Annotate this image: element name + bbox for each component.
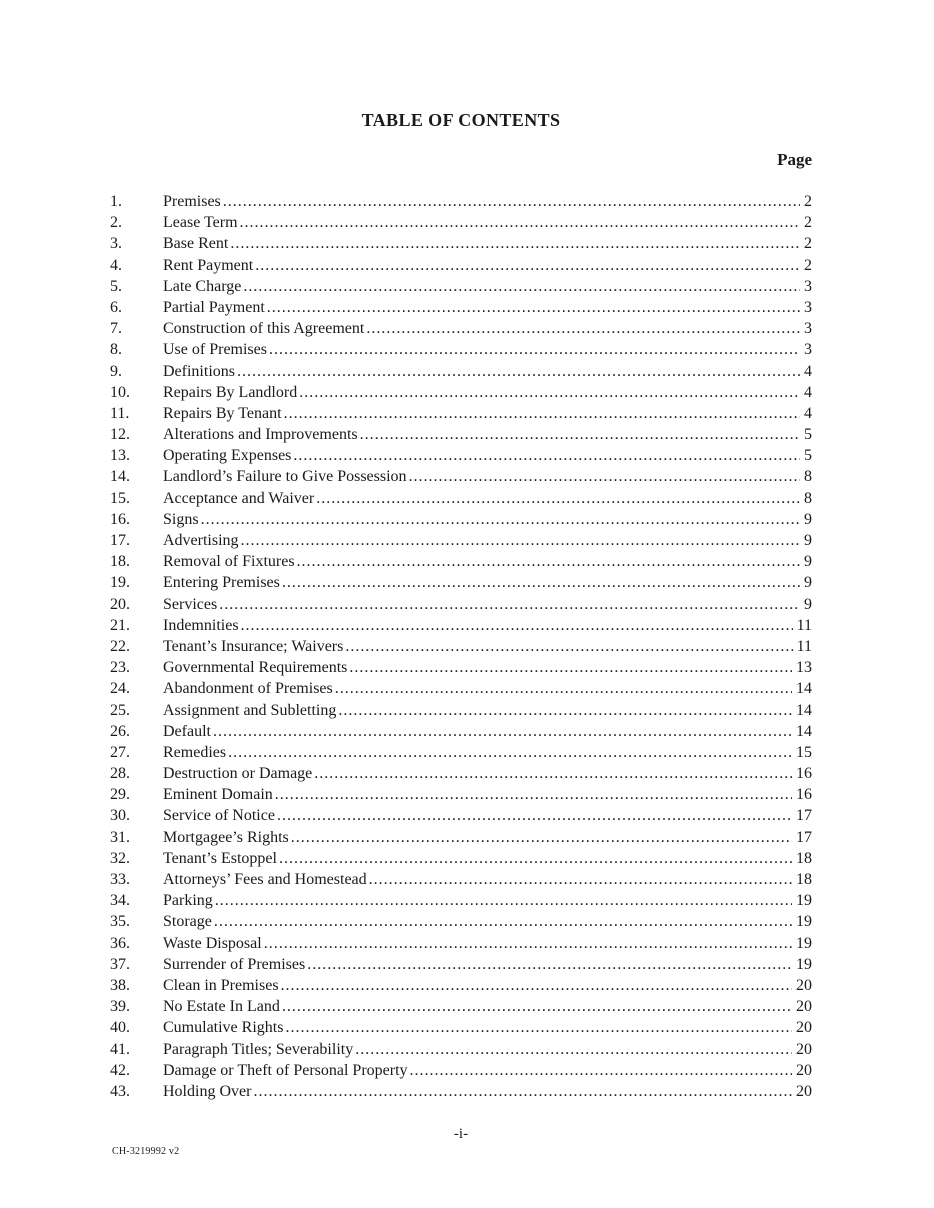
toc-entry-number: 25.	[110, 701, 130, 719]
toc-entry-page: 16	[796, 786, 812, 804]
toc-entry-title: Partial Payment	[163, 298, 265, 316]
toc-entry-number: 33.	[110, 871, 130, 888]
toc-entry	[110, 678, 812, 699]
toc-entry-number: 15.	[110, 489, 130, 507]
toc-entry-title: Clean in Premises	[163, 976, 279, 994]
toc-entry-number: 38.	[110, 976, 130, 994]
toc-dot-leader	[349, 657, 792, 678]
toc-entry-number: 28.	[110, 765, 130, 783]
toc-entry-number: 24.	[110, 680, 130, 698]
toc-dot-leader	[255, 255, 800, 276]
toc-entry	[110, 509, 812, 530]
toc-dot-leader	[275, 784, 792, 805]
toc-entry	[110, 191, 812, 212]
toc-dot-leader	[201, 509, 800, 530]
toc-entry-title: Tenant’s Estoppel	[163, 849, 277, 867]
toc-dot-leader	[243, 276, 800, 297]
toc-entry	[110, 615, 812, 636]
toc-entry-title: Abandonment of Premises	[163, 680, 333, 698]
toc-entry-page: 3	[804, 298, 812, 316]
toc-entry-number: 30.	[110, 807, 130, 825]
toc-entry-number: 12.	[110, 426, 130, 444]
toc-dot-leader	[223, 191, 800, 212]
toc-entry	[110, 996, 812, 1017]
toc-entry	[110, 954, 812, 975]
toc-entry	[110, 636, 812, 657]
toc-entry-page: 2	[804, 235, 812, 253]
toc-entry	[110, 276, 812, 297]
toc-entry-title: Base Rent	[163, 235, 229, 253]
toc-entry	[110, 551, 812, 572]
toc-dot-leader	[307, 954, 792, 975]
toc-entry-number: 13.	[110, 447, 130, 465]
toc-entry-page: 9	[804, 595, 812, 613]
toc-entry-page: 16	[796, 765, 812, 783]
toc-entry-page: 20	[796, 1082, 812, 1100]
toc-dot-leader	[267, 297, 800, 318]
toc-entry-title: Cumulative Rights	[163, 1019, 284, 1037]
toc-entry-page: 19	[796, 913, 812, 931]
toc-entry-title: No Estate In Land	[163, 998, 280, 1016]
toc-entry	[110, 466, 812, 487]
toc-entry-number: 31.	[110, 828, 130, 846]
toc-entry	[110, 827, 812, 848]
toc-entry-page: 4	[804, 404, 812, 422]
toc-entry-page: 9	[804, 574, 812, 592]
toc-dot-leader	[316, 488, 800, 509]
toc-entry	[110, 255, 812, 276]
toc-dot-leader	[213, 721, 792, 742]
toc-entry-title: Lease Term	[163, 214, 238, 232]
toc-entry-page: 2	[804, 256, 812, 274]
toc-entry-number: 43.	[110, 1082, 130, 1100]
toc-entry-title: Eminent Domain	[163, 786, 273, 804]
toc-dot-leader	[369, 869, 792, 890]
toc-entry	[110, 361, 812, 382]
toc-dot-leader	[299, 382, 800, 403]
toc-entry-title: Premises	[163, 193, 221, 210]
toc-entry	[110, 933, 812, 954]
toc-dot-leader	[338, 700, 792, 721]
toc-dot-leader	[277, 805, 792, 826]
toc-dot-leader	[237, 361, 800, 382]
toc-entry-title: Rent Payment	[163, 256, 254, 274]
toc-entry-number: 32.	[110, 849, 130, 867]
toc-entry-page: 13	[796, 659, 812, 677]
toc-dot-leader	[219, 594, 800, 615]
toc-entry	[110, 742, 812, 763]
toc-entry-page: 18	[796, 849, 812, 867]
toc-entry	[110, 424, 812, 445]
toc-entry-title: Storage	[163, 913, 212, 931]
toc-entry-page: 14	[796, 680, 812, 698]
toc-entry-page: 14	[796, 722, 812, 740]
toc-entry-title: Advertising	[163, 532, 239, 549]
toc-entry-title: Waste Disposal	[163, 934, 262, 952]
toc-dot-leader	[264, 933, 792, 954]
toc-entry-number: 29.	[110, 786, 130, 804]
toc-entry-page: 8	[804, 468, 812, 486]
toc-entry-title: Repairs By Tenant	[163, 404, 282, 422]
toc-entry-page: 15	[796, 743, 812, 761]
toc-entry-page: 4	[804, 362, 812, 380]
toc-entry-number: 21.	[110, 616, 130, 634]
toc-entry-title: Destruction or Damage	[163, 765, 313, 783]
toc-entry-page: 20	[796, 976, 812, 994]
toc-entry-title: Removal of Fixtures	[163, 553, 295, 571]
toc-entry-title: Holding Over	[163, 1082, 252, 1100]
toc-entry	[110, 233, 812, 254]
toc-dot-leader	[297, 551, 800, 572]
toc-entry-title: Use of Premises	[163, 341, 267, 359]
toc-entry-title: Damage or Theft of Personal Property	[163, 1061, 408, 1079]
toc-dot-leader	[269, 339, 800, 360]
toc-entry-number: 14.	[110, 468, 130, 486]
toc-dot-leader	[214, 911, 792, 932]
toc-entry-page: 4	[804, 383, 812, 401]
toc-entry-number: 40.	[110, 1019, 130, 1037]
toc-entry-title: Mortgagee’s Rights	[163, 828, 289, 846]
page-title: TABLE OF CONTENTS	[361, 110, 561, 130]
toc-entry-title: Indemnities	[163, 616, 239, 634]
toc-dot-leader	[314, 763, 792, 784]
toc-entry-page: 9	[804, 553, 812, 571]
toc-entry-number: 16.	[110, 510, 130, 528]
toc-entry-title: Surrender of Premises	[163, 955, 306, 973]
toc-dot-leader	[279, 848, 792, 869]
toc-entry-title: Late Charge	[163, 277, 242, 295]
toc-entry-page: 2	[804, 193, 812, 210]
toc-dot-leader	[228, 742, 792, 763]
toc-entry	[110, 382, 812, 403]
toc-dot-leader	[282, 996, 792, 1017]
toc-entry-page: 19	[796, 934, 812, 952]
toc-dot-leader	[284, 403, 800, 424]
toc-entry	[110, 700, 812, 721]
toc-entry-number: 34.	[110, 892, 130, 910]
toc-entry-title: Paragraph Titles; Severability	[163, 1040, 354, 1058]
toc-entry-page: 3	[804, 277, 812, 295]
toc-dot-leader	[410, 1060, 792, 1081]
toc-dot-leader	[335, 678, 792, 699]
toc-entry-page: 19	[796, 892, 812, 910]
toc-entry-number: 26.	[110, 722, 130, 740]
toc-entry-title: Acceptance and Waiver	[163, 489, 315, 507]
toc-dot-leader	[360, 424, 800, 445]
toc-entry-page: 18	[796, 871, 812, 888]
toc-entry	[110, 530, 812, 551]
toc-entry-page: 9	[804, 532, 812, 549]
toc-entry	[110, 721, 812, 742]
toc-entry-title: Tenant’s Insurance; Waivers	[163, 637, 344, 655]
toc-entry-page: 2	[804, 214, 812, 232]
toc-entry-page: 17	[796, 828, 812, 846]
toc-entry-page: 11	[796, 616, 812, 634]
toc-entry-number: 18.	[110, 553, 130, 571]
toc-entry-page: 20	[796, 998, 812, 1016]
toc-entry-number: 23.	[110, 659, 130, 677]
toc-entry	[110, 869, 812, 890]
toc-entry	[110, 848, 812, 869]
toc-entry-number: 3.	[110, 235, 122, 253]
toc-entry-title: Default	[163, 722, 211, 740]
toc-entry-page: 11	[796, 637, 812, 655]
toc-dot-leader	[241, 530, 800, 551]
toc-entry	[110, 911, 812, 932]
toc-entry-number: 27.	[110, 743, 130, 761]
toc-entry-title: Repairs By Landlord	[163, 383, 298, 401]
toc-entry	[110, 403, 812, 424]
toc-entry	[110, 890, 812, 911]
toc-entry-title: Services	[163, 595, 218, 613]
toc-entry	[110, 763, 812, 784]
toc-dot-leader	[345, 636, 792, 657]
toc-entry-number: 5.	[110, 277, 122, 295]
toc-entry-title: Signs	[163, 510, 199, 528]
toc-entry	[110, 212, 812, 233]
toc-dot-leader	[355, 1039, 792, 1060]
toc-entry-page: 20	[796, 1061, 812, 1079]
toc-entry-title: Assignment and Subletting	[163, 701, 337, 719]
toc-entry-title: Entering Premises	[163, 574, 280, 592]
toc-entry	[110, 297, 812, 318]
toc-entry-number: 17.	[110, 532, 130, 549]
toc-dot-leader	[409, 466, 800, 487]
toc-entry-number: 37.	[110, 955, 130, 973]
toc-entry-number: 19.	[110, 574, 130, 592]
toc-entry-page: 3	[804, 320, 812, 338]
toc-entry-number: 9.	[110, 362, 122, 380]
toc-dot-leader	[293, 445, 800, 466]
toc-entry-title: Construction of this Agreement	[163, 320, 365, 338]
toc-entry-number: 10.	[110, 383, 130, 401]
toc-entry-page: 5	[804, 426, 812, 444]
toc-entry-page: 5	[804, 447, 812, 465]
toc-entry-title: Remedies	[163, 743, 227, 761]
toc-entry-page: 9	[804, 510, 812, 528]
toc-entry-title: Governmental Requirements	[163, 659, 348, 677]
toc-entry-number: 8.	[110, 341, 122, 359]
toc-entry-number: 42.	[110, 1061, 130, 1079]
toc-entry	[110, 572, 812, 593]
toc-entry-title: Operating Expenses	[163, 447, 292, 465]
toc-dot-leader	[253, 1081, 792, 1102]
toc-entry	[110, 339, 812, 360]
toc-dot-leader	[282, 572, 800, 593]
toc-dot-leader	[230, 233, 800, 254]
toc-entry-number: 36.	[110, 934, 130, 952]
toc-entry-number: 7.	[110, 320, 122, 338]
toc-dot-leader	[366, 318, 800, 339]
toc-entry-title: Alterations and Improvements	[163, 426, 358, 444]
toc-entry-number: 22.	[110, 637, 130, 655]
page-column-header: Page	[777, 150, 812, 169]
toc-entry-page: 14	[796, 701, 812, 719]
toc-entry	[110, 805, 812, 826]
table-of-contents	[110, 191, 812, 1102]
toc-entry	[110, 975, 812, 996]
toc-entry-page: 20	[796, 1040, 812, 1058]
toc-dot-leader	[291, 827, 792, 848]
footer-page-number: -i-	[453, 1126, 469, 1142]
toc-entry-number: 39.	[110, 998, 130, 1016]
toc-entry-number: 41.	[110, 1040, 130, 1058]
toc-entry	[110, 318, 812, 339]
toc-entry-title: Definitions	[163, 362, 235, 380]
footer-doc-id: CH-3219992 v2	[112, 1146, 180, 1157]
toc-entry-number: 20.	[110, 595, 130, 613]
toc-dot-leader	[281, 975, 792, 996]
toc-entry	[110, 1060, 812, 1081]
toc-entry	[110, 488, 812, 509]
toc-entry-number: 4.	[110, 256, 122, 274]
toc-entry-number: 11.	[110, 404, 130, 422]
toc-entry-number: 1.	[110, 193, 122, 210]
toc-entry-page: 17	[796, 807, 812, 825]
toc-entry-title: Service of Notice	[163, 807, 275, 825]
toc-entry	[110, 657, 812, 678]
toc-entry	[110, 1039, 812, 1060]
toc-entry-page: 19	[796, 955, 812, 973]
toc-entry-number: 2.	[110, 214, 122, 232]
toc-entry-number: 6.	[110, 298, 122, 316]
toc-entry-title: Landlord’s Failure to Give Possession	[163, 468, 407, 486]
toc-entry	[110, 1081, 812, 1102]
toc-entry-number: 35.	[110, 913, 130, 931]
toc-entry	[110, 784, 812, 805]
toc-dot-leader	[215, 890, 792, 911]
toc-dot-leader	[240, 212, 800, 233]
toc-entry	[110, 445, 812, 466]
toc-entry-title: Attorneys’ Fees and Homestead	[163, 871, 367, 888]
toc-entry-page: 3	[804, 341, 812, 359]
toc-entry-page: 20	[796, 1019, 812, 1037]
toc-entry-page: 8	[804, 489, 812, 507]
toc-dot-leader	[285, 1017, 792, 1038]
toc-dot-leader	[241, 615, 793, 636]
toc-entry	[110, 594, 812, 615]
toc-entry-title: Parking	[163, 892, 213, 910]
toc-entry	[110, 1017, 812, 1038]
